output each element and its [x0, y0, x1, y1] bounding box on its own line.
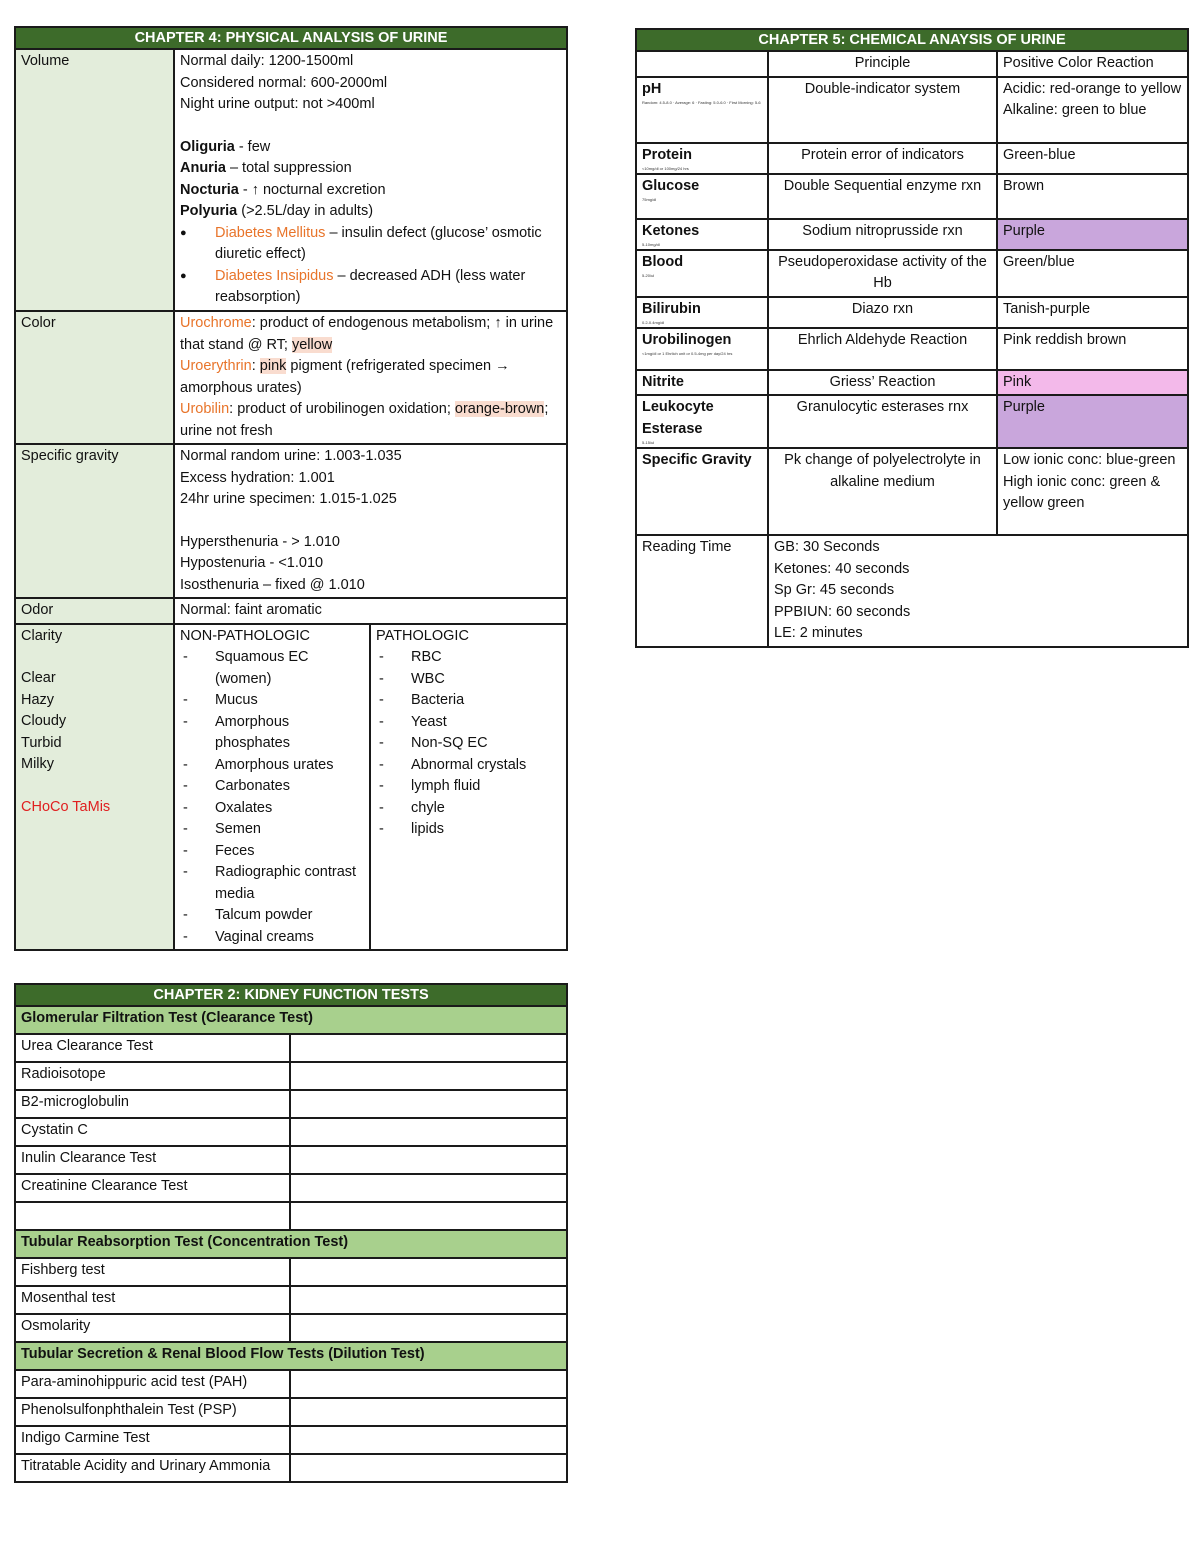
chapter2-title: CHAPTER 2: KIDNEY FUNCTION TESTS — [15, 984, 567, 1006]
volume-label: Volume — [15, 49, 174, 311]
test-name: Protein — [642, 146, 692, 163]
pathologic-item: - RBC — [376, 647, 561, 669]
test-name: pH — [642, 80, 662, 97]
test-color-reaction: Low ionic conc: blue-green High ionic conc: green & yellow green — [997, 448, 1188, 535]
kidney-test-name: Phenolsulfonphthalein Test (PSP) — [15, 1398, 290, 1426]
kidney-section-header: Glomerular Filtration Test (Clearance Test) — [15, 1006, 567, 1034]
pathologic-item: - lipids — [376, 819, 561, 841]
kidney-test-name: Inulin Clearance Test — [15, 1146, 290, 1174]
test-principle: Double Sequential enzyme rxn — [768, 174, 997, 219]
kidney-test-row — [15, 1370, 567, 1398]
chemical-test-row — [636, 143, 1188, 174]
clarity-level: Hazy — [21, 691, 55, 708]
test-name-cell — [636, 328, 768, 370]
kidney-section-header: Tubular Secretion & Renal Blood Flow Tests (Dilution Test) — [15, 1342, 567, 1370]
test-name: Leukocyte Esterase — [642, 399, 714, 437]
kidney-test-name: Urea Clearance Test — [15, 1034, 290, 1062]
nonpathologic-item: - Semen — [180, 819, 364, 841]
polyuria: Polyuria (>2.5L/day in adults) — [180, 203, 374, 219]
kidney-test-row — [15, 1202, 567, 1230]
kidney-test-notes — [290, 1286, 567, 1314]
kidney-test-name: Osmolarity — [15, 1314, 290, 1342]
kidney-test-notes — [290, 1118, 567, 1146]
pathologic-item: - Bacteria — [376, 690, 561, 712]
test-name-cell — [636, 77, 768, 143]
test-name: Glucose — [642, 177, 700, 194]
kidney-test-row — [15, 1034, 567, 1062]
anuria: Anuria – total suppression — [180, 160, 352, 176]
diabetes-mellitus: ● Diabetes Mellitus – insulin defect (glucose’ osmotic diuretic effect) — [180, 223, 561, 266]
reading-time-list — [768, 535, 1188, 647]
kidney-test-notes — [290, 1202, 567, 1230]
pathologic-header: PATHOLOGIC — [376, 627, 469, 644]
color-reaction-header: Positive Color Reaction — [997, 51, 1188, 77]
principle-header: Principle — [768, 51, 997, 77]
volume-normal: Normal daily: 1200-1500ml — [180, 53, 354, 69]
test-principle: Sodium nitroprusside rxn — [768, 219, 997, 250]
kidney-test-name: Indigo Carmine Test — [15, 1426, 290, 1454]
color-content — [174, 311, 567, 444]
kidney-test-name: Fishberg test — [15, 1258, 290, 1286]
test-reference-note: <10mg/dl or 100mg/24 hrs — [642, 166, 689, 171]
kidney-test-name: Mosenthal test — [15, 1286, 290, 1314]
sg-24hr: 24hr urine specimen: 1.015-1.025 — [180, 491, 397, 507]
test-name: Ketones — [642, 222, 700, 239]
chapter5-table — [635, 28, 1189, 648]
kidney-test-name: Titratable Acidity and Urinary Ammonia — [15, 1454, 290, 1482]
nonpathologic-item: - Carbonates — [180, 776, 364, 798]
chapter5-title: CHAPTER 5: CHEMICAL ANAYSIS OF URINE — [636, 29, 1188, 51]
test-name-cell — [636, 219, 768, 250]
test-principle: Pseudoperoxidase activity of the Hb — [768, 250, 997, 297]
nonpathologic-list — [180, 647, 364, 948]
test-color-reaction: Tanish-purple — [997, 297, 1188, 328]
reading-time-item: PPBIUN: 60 seconds — [774, 603, 911, 620]
kidney-test-notes — [290, 1146, 567, 1174]
nonpathologic-item: - Squamous EC (women) — [180, 647, 364, 690]
test-principle: Pk change of polyelectrolyte in alkaline medium — [768, 448, 997, 535]
header-empty — [636, 51, 768, 77]
urochrome: Urochrome: product of endogenous metabolism; ↑ in urine that stand @ RT; yellow — [180, 315, 554, 353]
nonpathologic-item: - Radiographic contrast media — [180, 862, 364, 905]
chemical-test-row — [636, 448, 1188, 535]
chemical-test-row — [636, 250, 1188, 297]
test-name: Bilirubin — [642, 300, 701, 317]
test-reference-note: 5-10mg/dl — [642, 242, 660, 247]
pathologic-item: - Abnormal crystals — [376, 755, 561, 777]
nocturia: Nocturia - ↑ nocturnal excretion — [180, 181, 386, 198]
kidney-test-row — [15, 1146, 567, 1174]
nonpathologic-item: - Mucus — [180, 690, 364, 712]
kidney-test-row — [15, 1314, 567, 1342]
kidney-test-row — [15, 1090, 567, 1118]
test-reference-note: <1mg/dl or 1 Ehrlich unit or 0.5-4mg per day/24 hrs — [642, 351, 733, 356]
kidney-test-row — [15, 1426, 567, 1454]
test-name-cell — [636, 448, 768, 535]
test-name: Urobilinogen — [642, 331, 732, 348]
uroerythrin: Uroerythrin: pink pigment (refrigerated specimen → amorphous urates) — [180, 358, 510, 396]
chapter5-rows — [636, 77, 1188, 536]
kidney-test-row — [15, 1174, 567, 1202]
kidney-test-notes — [290, 1454, 567, 1482]
test-principle: Protein error of indicators — [768, 143, 997, 174]
test-name-cell — [636, 370, 768, 396]
nonpathologic-item: - Feces — [180, 841, 364, 863]
kidney-test-notes — [290, 1034, 567, 1062]
kidney-test-row — [15, 1062, 567, 1090]
test-color-reaction: Purple — [997, 395, 1188, 448]
kidney-test-notes — [290, 1062, 567, 1090]
kidney-section-row — [15, 1006, 567, 1034]
test-color-reaction: Acidic: red-orange to yellow Alkaline: green to blue — [997, 77, 1188, 143]
kidney-test-name — [15, 1202, 290, 1230]
kidney-test-name: B2-microglobulin — [15, 1090, 290, 1118]
kidney-test-notes — [290, 1314, 567, 1342]
kidney-test-name: Para-aminohippuric acid test (PAH) — [15, 1370, 290, 1398]
kidney-test-name: Creatinine Clearance Test — [15, 1174, 290, 1202]
kidney-section-row — [15, 1230, 567, 1258]
urobilin: Urobilin: product of urobilinogen oxidation; orange-brown; urine not fresh — [180, 401, 549, 439]
test-reference-note: 0.2-0.4mg/dl — [642, 320, 665, 325]
test-color-reaction: Green-blue — [997, 143, 1188, 174]
chemical-test-row — [636, 370, 1188, 396]
pathologic-cell — [370, 624, 567, 951]
nonpathologic-item: - Oxalates — [180, 798, 364, 820]
chemical-test-row — [636, 219, 1188, 250]
nonpathologic-item: - Talcum powder — [180, 905, 364, 927]
kidney-test-notes — [290, 1398, 567, 1426]
odor-value: Normal: faint aromatic — [174, 598, 567, 624]
clarity-mnemonic: CHoCo TaMis — [21, 798, 111, 815]
kidney-test-notes — [290, 1258, 567, 1286]
test-reference-note: 75mg/dl — [642, 197, 657, 202]
chapter2-rows — [15, 1006, 567, 1482]
kidney-test-notes — [290, 1370, 567, 1398]
volume-night: Night urine output: not >400ml — [180, 96, 375, 112]
pathologic-item: - lymph fluid — [376, 776, 561, 798]
test-principle: Griess’ Reaction — [768, 370, 997, 396]
pathologic-item: - WBC — [376, 669, 561, 691]
clarity-level: Milky — [21, 756, 55, 772]
kidney-test-row — [15, 1258, 567, 1286]
chemical-test-row — [636, 328, 1188, 370]
chemical-test-row — [636, 174, 1188, 219]
test-color-reaction: Green/blue — [997, 250, 1188, 297]
oliguria: Oliguria - few — [180, 138, 271, 155]
test-color-reaction: Pink reddish brown — [997, 328, 1188, 370]
test-name: Nitrite — [642, 373, 684, 390]
clarity-level: Turbid — [21, 734, 62, 751]
clarity-level: Cloudy — [21, 713, 67, 729]
nonpathologic-item: - Amorphous phosphates — [180, 712, 364, 755]
clarity-label: Clarity — [21, 627, 63, 644]
color-label: Color — [15, 311, 174, 444]
test-principle: Granulocytic esterases rnx — [768, 395, 997, 448]
chapter4-title: CHAPTER 4: PHYSICAL ANALYSIS OF URINE — [15, 27, 567, 49]
sg-iso: Isosthenuria – fixed @ 1.010 — [180, 576, 365, 593]
nonpathologic-cell — [174, 624, 370, 951]
specific-gravity-content — [174, 444, 567, 598]
reading-time-item: GB: 30 Seconds — [774, 539, 880, 555]
test-color-reaction: Brown — [997, 174, 1188, 219]
nonpathologic-item: - Vaginal creams — [180, 927, 364, 949]
kidney-test-name: Cystatin C — [15, 1118, 290, 1146]
pathologic-item: - chyle — [376, 798, 561, 820]
sg-excess: Excess hydration: 1.001 — [180, 469, 335, 486]
chemical-test-row — [636, 395, 1188, 448]
reading-time-item: LE: 2 minutes — [774, 625, 863, 641]
kidney-test-row — [15, 1286, 567, 1314]
nonpathologic-item: - Amorphous urates — [180, 755, 364, 777]
test-principle: Diazo rxn — [768, 297, 997, 328]
test-reference-note: Random: 4.5-8.0 · Average: 6 · Fasting: 5.0-6.0 · First Morning: 5-6 — [642, 100, 761, 105]
test-name-cell — [636, 174, 768, 219]
pathologic-list — [376, 647, 561, 841]
test-name-cell — [636, 395, 768, 448]
test-reference-note: 5-15/ul — [642, 440, 655, 445]
chemical-test-row — [636, 297, 1188, 328]
test-name-cell — [636, 143, 768, 174]
nonpathologic-header: NON-PATHOLOGIC — [180, 627, 310, 644]
reading-time-item: Sp Gr: 45 seconds — [774, 582, 895, 598]
kidney-test-notes — [290, 1426, 567, 1454]
volume-content — [174, 49, 567, 311]
odor-label: Odor — [15, 598, 174, 624]
clarity-level: Clear — [21, 670, 56, 686]
diabetes-insipidus: ● Diabetes Insipidus – decreased ADH (less water reabsorption) — [180, 266, 561, 309]
test-name-cell — [636, 250, 768, 297]
kidney-section-row — [15, 1342, 567, 1370]
test-principle: Ehrlich Aldehyde Reaction — [768, 328, 997, 370]
sg-normal: Normal random urine: 1.003-1.035 — [180, 448, 402, 464]
test-name: Blood — [642, 253, 684, 270]
test-reference-note: 5-20/ul — [642, 273, 655, 278]
sg-hyper: Hypersthenuria - > 1.010 — [180, 533, 340, 550]
test-name-cell — [636, 297, 768, 328]
pathologic-item: - Yeast — [376, 712, 561, 734]
volume-considered: Considered normal: 600-2000ml — [180, 74, 388, 91]
chemical-test-row — [636, 77, 1188, 143]
chapter4-table — [14, 26, 568, 951]
kidney-test-notes — [290, 1090, 567, 1118]
test-color-reaction: Purple — [997, 219, 1188, 250]
test-name: Specific Gravity — [642, 452, 752, 468]
reading-time-label: Reading Time — [636, 535, 768, 647]
test-color-reaction: Pink — [997, 370, 1188, 396]
kidney-test-row — [15, 1118, 567, 1146]
clarity-label-cell — [15, 624, 174, 951]
kidney-section-header: Tubular Reabsorption Test (Concentration Test) — [15, 1230, 567, 1258]
clarity-levels — [21, 668, 168, 776]
test-principle: Double-indicator system — [768, 77, 997, 143]
kidney-test-name: Radioisotope — [15, 1062, 290, 1090]
kidney-test-row — [15, 1398, 567, 1426]
reading-time-item: Ketones: 40 seconds — [774, 560, 910, 577]
chapter2-table — [14, 983, 568, 1483]
sg-hypo: Hypostenuria - <1.010 — [180, 555, 324, 571]
kidney-test-notes — [290, 1174, 567, 1202]
specific-gravity-label: Specific gravity — [15, 444, 174, 598]
pathologic-item: - Non-SQ EC — [376, 733, 561, 755]
kidney-test-row — [15, 1454, 567, 1482]
